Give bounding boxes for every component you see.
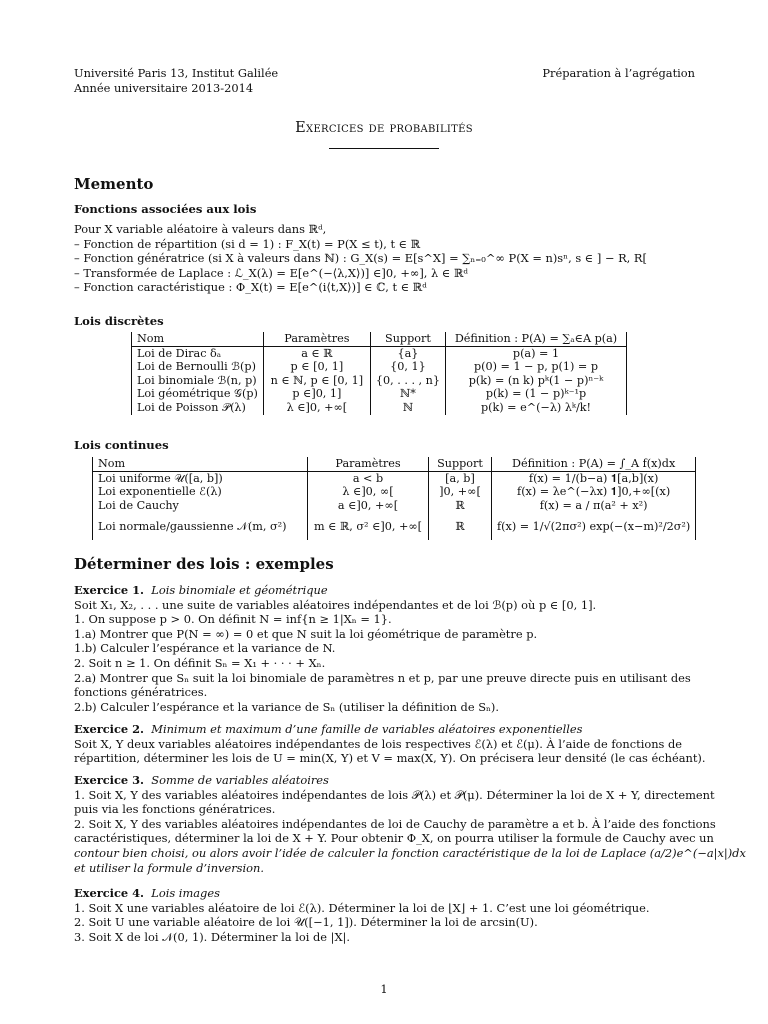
table-cell: p(k) = e^(−λ) λᵏ/k!: [446, 401, 627, 415]
table-cell: p(k) = (1 − p)ᵏ⁻¹p: [446, 387, 627, 401]
exercise-line: 3. Soit X de loi 𝒩(0, 1). Déterminer la loi de |X|.: [74, 929, 351, 944]
memento-heading: Memento: [74, 175, 154, 193]
exercise-subtitle: Lois binomiale et géométrique: [151, 583, 328, 597]
table-cell: Loi de Bernoulli ℬ(p): [132, 360, 264, 374]
table-row: [132, 387, 627, 401]
column-header: Définition : P(A) = ∫_A f(x)dx: [492, 457, 696, 471]
table-cell: Loi binomiale ℬ(n, p): [132, 374, 264, 388]
exercise-line: répartition, déterminer les lois de U = min(X, Y) et V = max(X, Y). On précisera leur densité (le cas échéant).: [74, 751, 706, 766]
exercise-line: 2. Soit X, Y des variables aléatoires indépendantes de loi de Cauchy de paramètre a et b. À l’aide des fonctions: [74, 816, 716, 831]
exercise-line: 2.a) Montrer que Sₙ suit la loi binomiale de paramètres n et p, par une preuve directe puis en utilisant des: [74, 670, 691, 685]
table-cell: p ∈]0, 1]: [263, 387, 370, 401]
table-cell: m ∈ ℝ, σ² ∈]0, +∞[: [308, 512, 429, 540]
table-cell: Loi de Dirac δₐ: [132, 346, 264, 360]
function-caracteristique: – Fonction caractéristique : Φ_X(t) = E[e^(i⟨t,X⟩)] ∈ ℂ, t ∈ ℝᵈ: [74, 280, 427, 295]
table-cell: λ ∈]0, ∞[: [308, 485, 429, 499]
exercise-line: Soit X₁, X₂, . . . une suite de variables aléatoires indépendantes et de loi ℬ(p) où p ∈ [0, 1].: [74, 597, 597, 612]
functions-heading: Fonctions associées aux lois: [74, 202, 257, 216]
table-cell: ℕ*: [370, 387, 445, 401]
table-cell: n ∈ ℕ, p ∈ [0, 1]: [263, 374, 370, 388]
exercise-line: 1.a) Montrer que P(N = ∞) = 0 et que N suit la loi géométrique de paramètre p.: [74, 626, 538, 641]
function-repartition: – Fonction de répartition (si d = 1) : F_X(t) = P(X ≤ t), t ∈ ℝ: [74, 236, 421, 251]
column-header: Support: [429, 457, 492, 471]
continuous-heading: Lois continues: [74, 438, 169, 452]
table-cell: {0, 1}: [370, 360, 445, 374]
discrete-heading: Lois discrètes: [74, 314, 164, 328]
exercise-line: contour bien choisi, ou alors avoir l’idée de calculer la fonction caractéristique de la loi de Laplace (a/2)e^(−a|x|)dx: [74, 845, 746, 860]
exercise-label: Exercice 3.: [74, 773, 145, 787]
continuous-laws-table: [92, 457, 696, 540]
exercise-line: fonctions génératrices.: [74, 685, 208, 700]
table-cell: [a, b]: [429, 471, 492, 485]
table-cell: a < b: [308, 471, 429, 485]
exercise-4: [74, 886, 696, 944]
table-cell: Loi de Cauchy: [93, 499, 308, 513]
table-cell: a ∈ ℝ: [263, 346, 370, 360]
table-row: [132, 401, 627, 415]
exercise-label: Exercice 2.: [74, 722, 145, 736]
exercise-line: 1. Soit X, Y des variables aléatoires indépendantes de lois 𝒫(λ) et 𝒫(μ). Déterminer la loi de X + Y, directement: [74, 787, 715, 802]
table-cell: a ∈]0, +∞[: [308, 499, 429, 513]
table-cell: f(x) = a / π(a² + x²): [492, 499, 696, 513]
table-header-row: [93, 457, 696, 471]
exercise-subtitle: Somme de variables aléatoires: [151, 773, 329, 787]
table-row: [93, 485, 696, 499]
exercise-line: caractéristiques, déterminer la loi de X + Y. Pour obtenir Φ_X, on pourra utiliser la formule de Cauchy avec un: [74, 831, 714, 846]
table-cell: {0, . . . , n}: [370, 374, 445, 388]
exercise-2: [74, 722, 706, 766]
table-cell: p(a) = 1: [446, 346, 627, 360]
table-cell: {a}: [370, 346, 445, 360]
table-cell: f(x) = λe^(−λx) 𝟏]0,+∞[(x): [492, 485, 696, 499]
exercise-line: 2. Soit U une variable aléatoire de loi 𝒰([−1, 1]). Déterminer la loi de arcsin(U).: [74, 915, 538, 930]
functions-intro: Pour X variable aléatoire à valeurs dans ℝᵈ,: [74, 222, 327, 236]
function-generatrice: – Fonction génératrice (si X à valeurs dans ℕ) : G_X(s) = E[s^X] = ∑ₙ₌₀^∞ P(X = n)sⁿ, s ∈ ] − R, R[: [74, 251, 647, 266]
table-cell: ℝ: [429, 499, 492, 513]
table-cell: f(x) = 1/√(2πσ²) exp(−(x−m)²/2σ²): [492, 512, 696, 540]
table-cell: p(k) = (n k) pᵏ(1 − p)ⁿ⁻ᵏ: [446, 374, 627, 388]
table-cell: f(x) = 1/(b−a) 𝟏[a,b](x): [492, 471, 696, 485]
document-title: Exercices de probabilités: [295, 120, 473, 136]
table-row: [132, 360, 627, 374]
table-row: [132, 346, 627, 360]
page-number: 1: [380, 982, 388, 996]
academic-year: Année universitaire 2013-2014: [74, 80, 254, 95]
functions-list: [74, 222, 696, 295]
exercise-subtitle: Lois images: [151, 886, 220, 900]
table-cell: Loi de Poisson 𝒫(λ): [132, 401, 264, 415]
course-name: Préparation à l’agrégation: [542, 66, 695, 80]
exercise-3: [74, 773, 746, 875]
exercise-line: 1. On suppose p > 0. On définit N = inf{n ≥ 1|Xₙ = 1}.: [74, 612, 392, 627]
title-rule: [329, 148, 439, 149]
function-laplace: – Transformée de Laplace : ℒ_X(λ) = E[e^(−⟨λ,X⟩)] ∈]0, +∞], λ ∈ ℝᵈ: [74, 265, 468, 280]
table-row: [93, 499, 696, 513]
exercise-line: 1. Soit X une variables aléatoire de loi ℰ(λ). Déterminer la loi de ⌊X⌋ + 1. C’est une loi géométrique.: [74, 900, 650, 915]
header-left: [74, 66, 404, 95]
table-row: [132, 374, 627, 388]
table-cell: λ ∈]0, +∞[: [263, 401, 370, 415]
column-header: Paramètres: [263, 332, 370, 346]
exercise-line: 2. Soit n ≥ 1. On définit Sₙ = X₁ + · · · + Xₙ.: [74, 655, 326, 670]
table-cell: p(0) = 1 − p, p(1) = p: [446, 360, 627, 374]
university-name: Université Paris 13, Institut Galilée: [74, 66, 279, 80]
table-cell: ]0, +∞[: [429, 485, 492, 499]
table-cell: Loi exponentielle ℰ(λ): [93, 485, 308, 499]
column-header: Définition : P(A) = ∑ₐ∈A p(a): [446, 332, 627, 346]
column-header: Nom: [132, 332, 264, 346]
exercise-1: [74, 583, 696, 714]
table-cell: ℝ: [429, 512, 492, 540]
exercise-line: 2.b) Calculer l’espérance et la variance de Sₙ (utiliser la définition de Sₙ).: [74, 699, 500, 714]
table-row: [93, 512, 696, 540]
table-cell: ℕ: [370, 401, 445, 415]
exercise-line: Soit X, Y deux variables aléatoires indépendantes de lois respectives ℰ(λ) et ℰ(μ). À l’aide de fonctions de: [74, 736, 683, 751]
exercise-label: Exercice 4.: [74, 886, 145, 900]
exercise-line: 1.b) Calculer l’espérance et la variance de N.: [74, 641, 336, 656]
exercise-line: puis via les fonctions génératrices.: [74, 802, 276, 817]
table-cell: p ∈ [0, 1]: [263, 360, 370, 374]
table-row: [93, 471, 696, 485]
table-header-row: [132, 332, 627, 346]
exercise-line: et utiliser la formule d’inversion.: [74, 860, 264, 875]
table-cell: Loi uniforme 𝒰([a, b]): [93, 471, 308, 485]
column-header: Paramètres: [308, 457, 429, 471]
exercise-subtitle: Minimum et maximum d’une famille de variables aléatoires exponentielles: [151, 722, 583, 736]
discrete-laws-table: [131, 332, 627, 415]
column-header: Support: [370, 332, 445, 346]
table-cell: Loi normale/gaussienne 𝒩(m, σ²): [93, 512, 308, 540]
table-cell: Loi géométrique 𝒢(p): [132, 387, 264, 401]
exercise-label: Exercice 1.: [74, 583, 145, 597]
column-header: Nom: [93, 457, 308, 471]
examples-heading: Déterminer des lois : exemples: [74, 555, 334, 573]
